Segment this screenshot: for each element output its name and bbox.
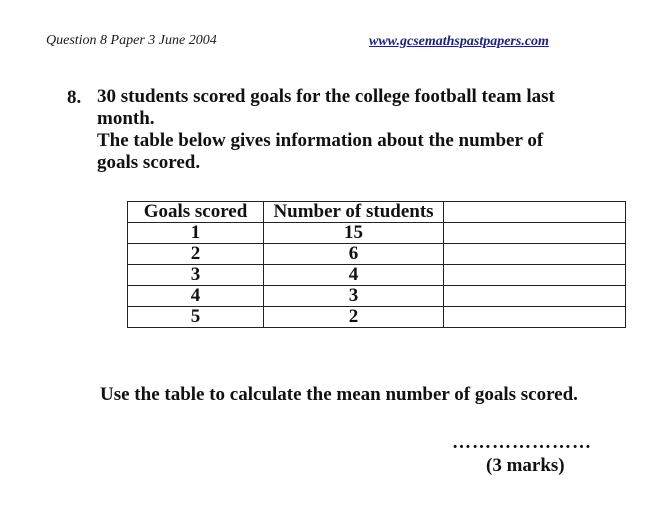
working-cell[interactable] [444, 265, 626, 286]
goals-cell: 4 [128, 286, 264, 307]
table-header-row [128, 202, 626, 223]
goals-table [127, 201, 626, 328]
goals-cell: 2 [128, 244, 264, 265]
header-number-of-students: Number of students [264, 202, 444, 223]
question-line-4: goals scored. [97, 152, 201, 173]
students-cell: 3 [264, 286, 444, 307]
goals-cell: 5 [128, 307, 264, 328]
website-link[interactable]: www.gcsemathspastpapers.com [369, 34, 549, 49]
table-row [128, 286, 626, 307]
question-number: 8. [67, 87, 82, 108]
students-cell: 4 [264, 265, 444, 286]
working-cell[interactable] [444, 244, 626, 265]
working-cell[interactable] [444, 223, 626, 244]
table-row [128, 223, 626, 244]
header-goals-scored: Goals scored [128, 202, 264, 223]
instruction-text: Use the table to calculate the mean number of goals scored. [100, 384, 578, 405]
goals-cell: 3 [128, 265, 264, 286]
question-text [97, 86, 597, 174]
students-cell: 6 [264, 244, 444, 265]
table-row [128, 307, 626, 328]
working-cell[interactable] [444, 286, 626, 307]
table-row [128, 244, 626, 265]
question-line-2: month. [97, 108, 155, 129]
students-cell: 15 [264, 223, 444, 244]
question-line-1: 30 students scored goals for the college football team last [97, 86, 555, 107]
paper-reference: Question 8 Paper 3 June 2004 [46, 33, 217, 48]
answer-line[interactable]: ………………… [452, 432, 592, 453]
students-cell: 2 [264, 307, 444, 328]
working-cell[interactable] [444, 307, 626, 328]
header-working-column [444, 202, 626, 223]
marks-label: (3 marks) [486, 455, 565, 476]
goals-cell: 1 [128, 223, 264, 244]
table-row [128, 265, 626, 286]
question-line-3: The table below gives information about the number of [97, 130, 544, 151]
